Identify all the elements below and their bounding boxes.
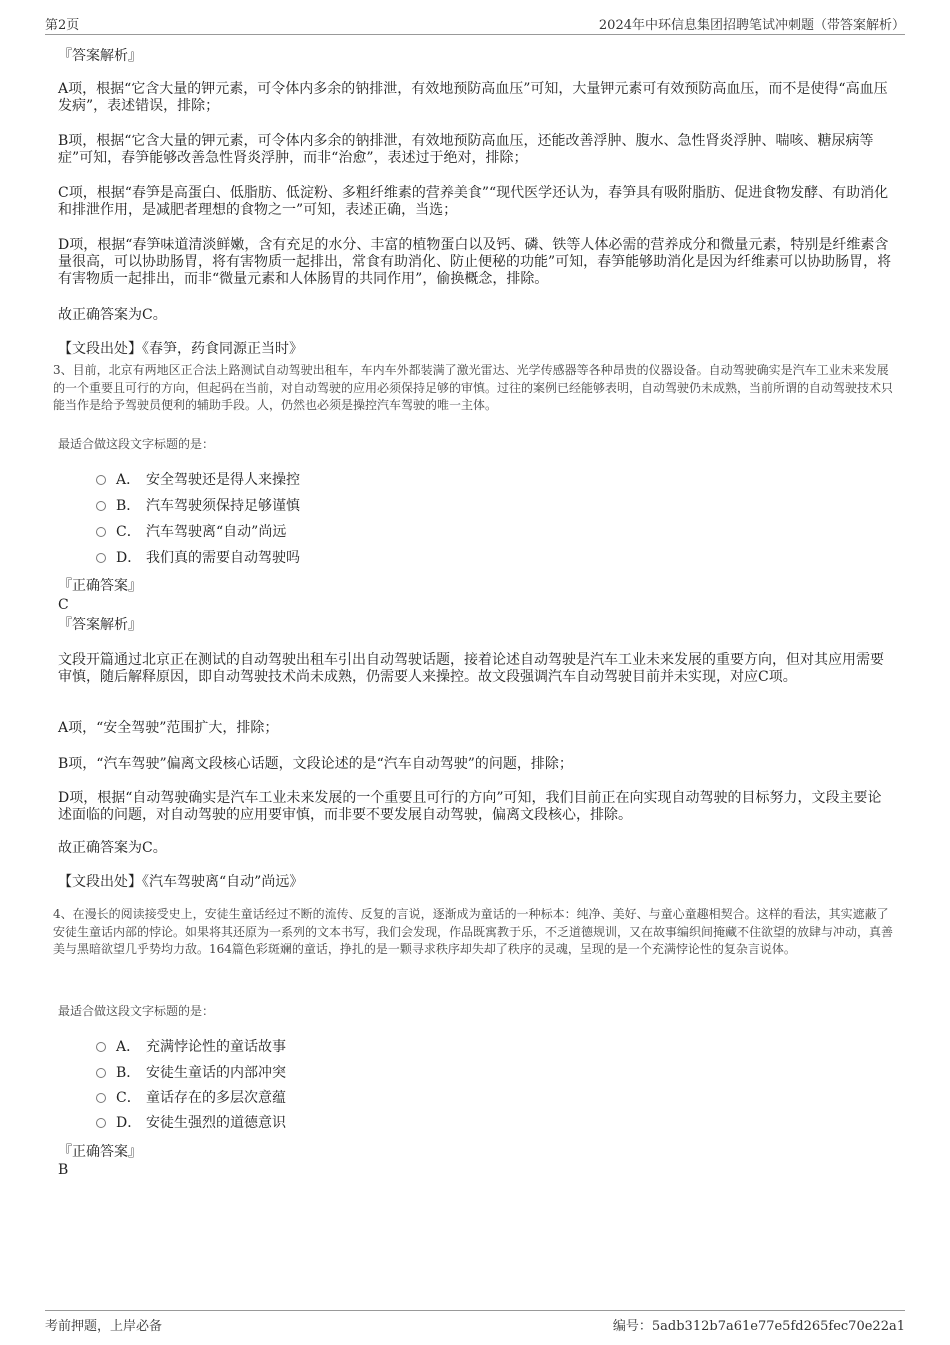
q3-option-a[interactable]: A． 安全驾驶还是得人来操控: [96, 470, 300, 490]
q4-answer: B: [58, 1162, 69, 1178]
q2-analysis-a: A项，根据“它含大量的钾元素，可令体内多余的钠排泄，有效地预防高血压”可知，大量钾元素可有效预防高血压，而不是使得“高血压发病”，表述错误，排除；: [58, 81, 888, 114]
radio-icon[interactable]: [96, 527, 106, 537]
q2-conclusion: 故正确答案为C。: [58, 307, 167, 323]
q4-prompt: 最适合做这段文字标题的是：: [58, 1004, 215, 1018]
radio-icon[interactable]: [96, 1042, 106, 1052]
q3-analysis-intro: 文段开篇通过北京正在测试的自动驾驶出租车引出自动驾驶话题，接着论述自动驾驶是汽车工业未来发展的重要方向，但对其应用需要审慎，随后解释原因，即自动驾驶技术尚未成熟，仍需要人来操控。故文段强调汽车自动驾驶目前并未实现，对应C项。: [58, 652, 884, 685]
q3-prompt: 最适合做这段文字标题的是：: [58, 437, 215, 451]
q4-option-d[interactable]: D． 安徒生强烈的道德意识: [96, 1113, 286, 1133]
q3-answer-label: 『正确答案』: [58, 578, 142, 594]
radio-icon[interactable]: [96, 1118, 106, 1128]
footer-slogan: 考前押题，上岸必备: [45, 1319, 163, 1334]
q4-option-b[interactable]: B． 安徒生童话的内部冲突: [96, 1063, 286, 1083]
q3-analysis-d: D项，根据“自动驾驶确实是汽车工业未来发展的一个重要且可行的方向”可知，我们目前正在向实现自动驾驶的目标努力，文段主要论述面临的问题，对自动驾驶的应用要审慎，而非要不要发展自动驾驶，偏离文段核心，排除。: [58, 790, 882, 823]
q3-analysis-b: B项，“汽车驾驶”偏离文段核心话题，文段论述的是“汽车自动驾驶”的问题，排除；: [58, 756, 573, 772]
q4-passage: 4、在漫长的阅读接受史上，安徒生童话经过不断的流传、反复的言说，逐渐成为童话的一种标本：纯净、美好、与童心童趣相契合。这样的看法，其实遮蔽了安徒生童话内部的悖论。如果将其还原为一系列的文本书写，我们会发现，作品既寓教于乐，不乏道德规训，又在故事编织间掩藏不住欲望的放肆与冲动，真善美与黑暗欲望几乎势均力敌。164篇色彩斑斓的童话，挣扎的是一颗寻求秩序却失却了秩序的灵魂，呈现的是一个充满悖论性的复杂言说体。: [53, 907, 894, 956]
radio-icon[interactable]: [96, 475, 106, 485]
q3-option-c[interactable]: C． 汽车驾驶离“自动”尚远: [96, 522, 286, 542]
radio-icon[interactable]: [96, 553, 106, 563]
q4-option-a[interactable]: A． 充满悖论性的童话故事: [96, 1037, 286, 1057]
page-number: 第2页: [45, 18, 80, 33]
q2-analysis-c: C项，根据“春笋是高蛋白、低脂肪、低淀粉、多粗纤维素的营养美食”“现代医学还认为，春笋具有吸附脂肪、促进食物发酵、有助消化和排泄作用，是减肥者理想的食物之一”可知，表述正确，当选；: [58, 185, 889, 218]
q3-option-d[interactable]: D． 我们真的需要自动驾驶吗: [96, 548, 300, 568]
page-footer: [45, 1310, 905, 1333]
q4-option-c[interactable]: C． 童话存在的多层次意蕴: [96, 1088, 286, 1108]
q3-analysis-label: 『答案解析』: [58, 617, 142, 633]
q4-answer-label: 『正确答案』: [58, 1144, 142, 1160]
radio-icon[interactable]: [96, 1068, 106, 1078]
q3-conclusion: 故正确答案为C。: [58, 840, 167, 856]
q2-source: 【文段出处】《春笋，药食同源正当时》: [58, 341, 303, 357]
radio-icon[interactable]: [96, 501, 106, 511]
page-header: [45, 14, 905, 35]
q3-source: 【文段出处】《汽车驾驶离“自动”尚远》: [58, 874, 304, 890]
radio-icon[interactable]: [96, 1093, 106, 1103]
q3-answer: C: [58, 597, 69, 613]
document-id: 编号：5adb312b7a61e77e5fd265fec70e22a1: [612, 1319, 905, 1334]
q2-analysis-b: B项，根据“它含大量的钾元素，可令体内多余的钠排泄，有效地预防高血压，还能改善浮肿、腹水、急性肾炎浮肿、喘咳、糖尿病等症”可知，春笋能够改善急性肾炎浮肿，而非“治愈”，表述过于绝对，排除；: [58, 133, 874, 166]
q2-analysis-d: D项，根据“春笋味道清淡鲜嫩，含有充足的水分、丰富的植物蛋白以及钙、磷、铁等人体必需的营养成分和微量元素，特别是纤维素含量很高，可以协助肠胃，将有害物质一起排出，常食有助消化、防止便秘的功能”可知，春笋能够助消化是因为纤维素可以协助肠胃，将有害物质一起排出，而非“微量元素和人体肠胃的共同作用”，偷换概念，排除。: [58, 237, 892, 287]
q2-analysis-label: 『答案解析』: [58, 48, 142, 64]
document-title: 2024年中环信息集团招聘笔试冲刺题（带答案解析）: [598, 18, 905, 33]
q3-passage: 3、目前，北京有两地区正合法上路测试自动驾驶出租车，车内车外都装满了激光雷达、光学传感器等各种昂贵的仪器设备。自动驾驶确实是汽车工业未来发展的一个重要且可行的方向，但起码在当前，对自动驾驶的应用必须保持足够的审慎。过往的案例已经能够表明，自动驾驶仍未成熟，当前所谓的自动驾驶技术只能当作是给予驾驶员便利的辅助手段。人，仍然也必须是操控汽车驾驶的唯一主体。: [53, 363, 894, 412]
q3-option-b[interactable]: B． 汽车驾驶须保持足够谨慎: [96, 496, 300, 516]
q3-analysis-a: A项，“安全驾驶”范围扩大，排除；: [58, 720, 279, 736]
